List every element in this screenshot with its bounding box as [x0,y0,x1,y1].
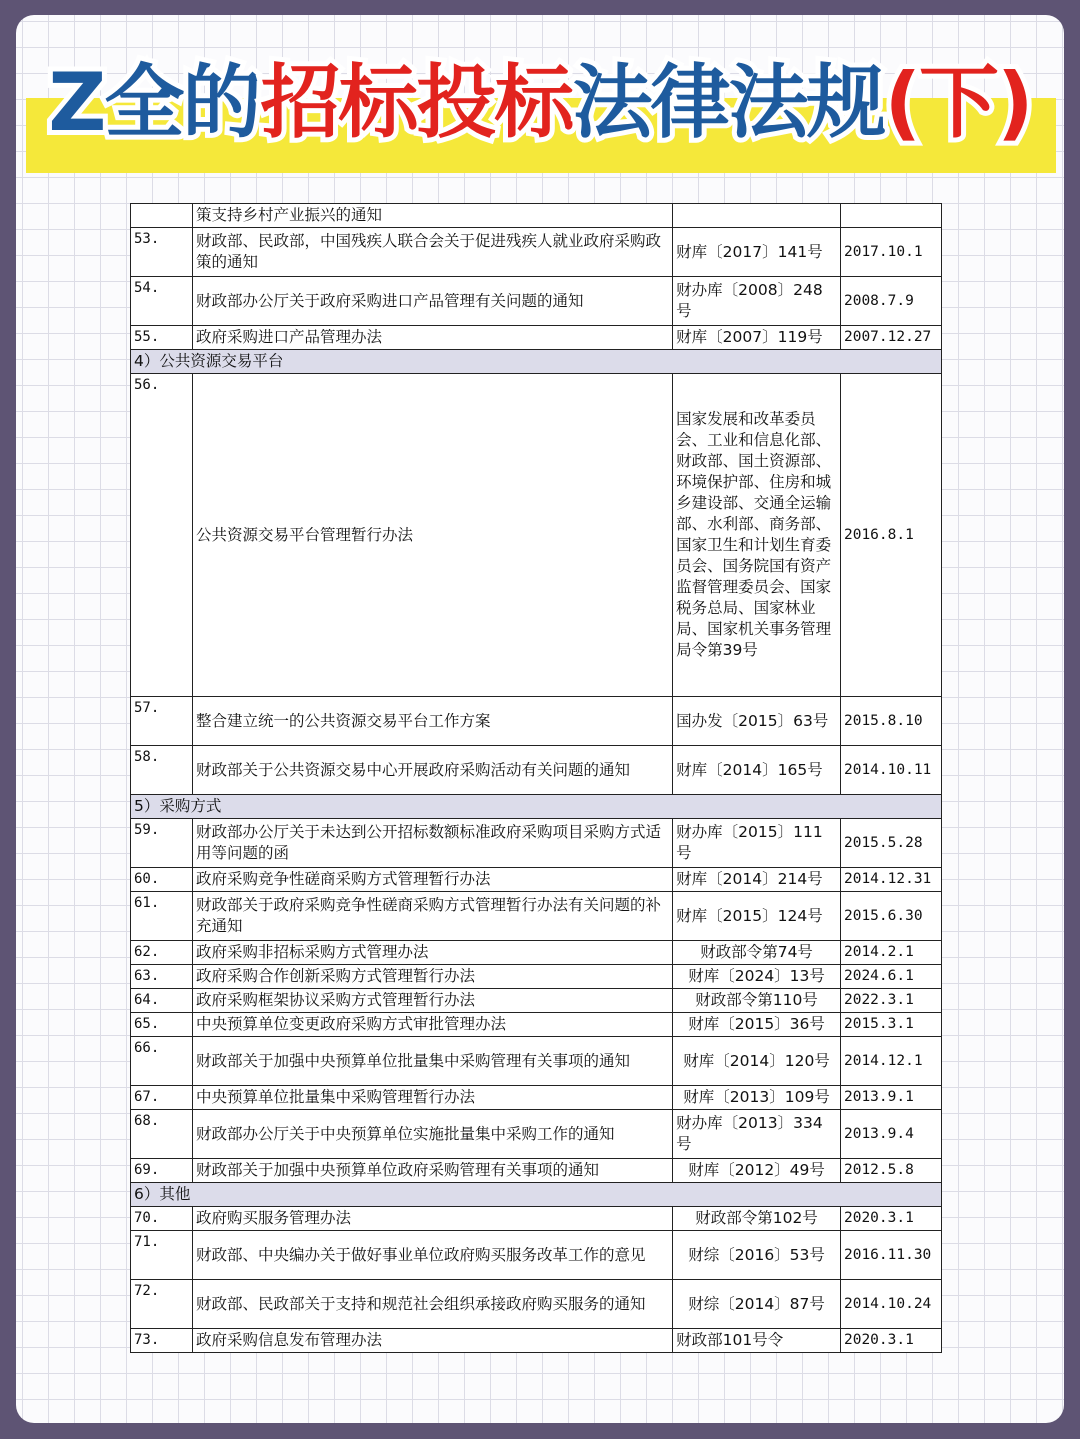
cell-doc: 财库〔2014〕165号 [673,746,841,795]
cell-doc: 财库〔2017〕141号 [673,228,841,277]
table-row [131,326,942,350]
cell-doc: 财库〔2012〕49号 [673,1159,841,1183]
cell-date: 2014.12.1 [840,1037,941,1086]
cell-name: 中央预算单位批量集中采购管理暂行办法 [192,1086,672,1110]
cell-name: 财政部办公厅关于政府采购进口产品管理有关问题的通知 [192,277,672,326]
cell-num: 61. [131,892,193,941]
table-row [131,1086,942,1110]
page-title [16,53,1064,153]
cell-name: 政府采购非招标采购方式管理办法 [192,941,672,965]
table-row [131,277,942,326]
cell-name: 政府采购框架协议采购方式管理暂行办法 [192,989,672,1013]
law-table [130,203,942,1353]
title-part-1: Z全的 [48,56,261,149]
cell-doc: 财政部令第74号 [673,941,841,965]
cell-date: 2015.5.28 [840,819,941,868]
cell-num: 55. [131,326,193,350]
cell-name: 政府采购竞争性磋商采购方式管理暂行办法 [192,868,672,892]
cell-date: 2016.11.30 [840,1231,941,1280]
cell-doc: 财政部令第110号 [673,989,841,1013]
table-row [131,941,942,965]
cell-date [840,204,941,228]
cell-num: 66. [131,1037,193,1086]
cell-doc: 财库〔2024〕13号 [673,965,841,989]
cell-doc: 财办库〔2015〕111号 [673,819,841,868]
cell-date: 2013.9.1 [840,1086,941,1110]
cell-doc: 财库〔2007〕119号 [673,326,841,350]
cell-date: 2015.3.1 [840,1013,941,1037]
table-row [131,965,942,989]
title-part-4: (下) [884,56,1032,149]
table-row [131,1207,942,1231]
cell-num: 58. [131,746,193,795]
section-title: 4）公共资源交易平台 [131,350,942,374]
cell-num: 62. [131,941,193,965]
table-row [131,746,942,795]
cell-doc: 财办库〔2008〕248号 [673,277,841,326]
cell-doc: 财政部101号令 [673,1329,841,1353]
cell-num: 72. [131,1280,193,1329]
table-row [131,374,942,697]
table-row-continuation [131,204,942,228]
cell-num [131,204,193,228]
cell-num: 67. [131,1086,193,1110]
cell-name: 财政部、中央编办关于做好事业单位政府购买服务改革工作的意见 [192,1231,672,1280]
section-header-row [131,795,942,819]
cell-name: 政府采购合作创新采购方式管理暂行办法 [192,965,672,989]
cell-date: 2017.10.1 [840,228,941,277]
cell-doc: 财库〔2015〕124号 [673,892,841,941]
cell-num: 70. [131,1207,193,1231]
cell-doc: 国家发展和改革委员会、工业和信息化部、财政部、国土资源部、环境保护部、住房和城乡建设部、交通全运输部、水利部、商务部、国家卫生和计划生育委员会、国务院国有资产监督管理委员会、国家税务总局、国家林业局、国家机关事务管理局令第39号 [673,374,841,697]
cell-date: 2013.9.4 [840,1110,941,1159]
cell-name: 整合建立统一的公共资源交易平台工作方案 [192,697,672,746]
cell-num: 54. [131,277,193,326]
cell-doc: 财办库〔2013〕334号 [673,1110,841,1159]
cell-name: 财政部办公厅关于未达到公开招标数额标准政府采购项目采购方式适用等问题的函 [192,819,672,868]
cell-doc: 财库〔2015〕36号 [673,1013,841,1037]
cell-name: 财政部办公厅关于中央预算单位实施批量集中采购工作的通知 [192,1110,672,1159]
page-card [16,15,1064,1423]
cell-date: 2015.6.30 [840,892,941,941]
cell-num: 63. [131,965,193,989]
cell-doc: 国办发〔2015〕63号 [673,697,841,746]
cell-name: 公共资源交易平台管理暂行办法 [192,374,672,697]
title-part-2: 招标投标 [260,56,573,149]
section-header-row [131,350,942,374]
cell-name: 财政部关于政府采购竞争性磋商采购方式管理暂行办法有关问题的补充通知 [192,892,672,941]
cell-name: 财政部关于加强中央预算单位批量集中采购管理有关事项的通知 [192,1037,672,1086]
cell-doc: 财库〔2014〕214号 [673,868,841,892]
cell-name: 策支持乡村产业振兴的通知 [192,204,672,228]
cell-doc [673,204,841,228]
cell-num: 69. [131,1159,193,1183]
cell-num: 53. [131,228,193,277]
cell-num: 68. [131,1110,193,1159]
cell-doc: 财政部令第102号 [673,1207,841,1231]
table-row [131,1110,942,1159]
table-row [131,819,942,868]
table-row [131,1037,942,1086]
table-row [131,868,942,892]
cell-date: 2014.10.11 [840,746,941,795]
section-title: 6）其他 [131,1183,942,1207]
table-row [131,1159,942,1183]
section-header-row [131,1183,942,1207]
table-row [131,1280,942,1329]
cell-doc: 财综〔2014〕87号 [673,1280,841,1329]
table-row [131,989,942,1013]
table-row [131,1013,942,1037]
cell-date: 2020.3.1 [840,1329,941,1353]
section-title: 5）采购方式 [131,795,942,819]
cell-name: 中央预算单位变更政府采购方式审批管理办法 [192,1013,672,1037]
cell-doc: 财库〔2014〕120号 [673,1037,841,1086]
table-row [131,228,942,277]
cell-date: 2014.12.31 [840,868,941,892]
table-row [131,1231,942,1280]
cell-num: 56. [131,374,193,697]
cell-name: 财政部、民政部关于支持和规范社会组织承接政府购买服务的通知 [192,1280,672,1329]
law-table-body [131,204,942,1353]
cell-num: 59. [131,819,193,868]
title-part-3: 法律法规 [572,56,885,149]
cell-date: 2022.3.1 [840,989,941,1013]
cell-num: 64. [131,989,193,1013]
cell-doc: 财库〔2013〕109号 [673,1086,841,1110]
cell-num: 65. [131,1013,193,1037]
cell-name: 财政部关于公共资源交易中心开展政府采购活动有关问题的通知 [192,746,672,795]
cell-name: 政府购买服务管理办法 [192,1207,672,1231]
cell-num: 57. [131,697,193,746]
table-row [131,1329,942,1353]
cell-name: 财政部、民政部，中国残疾人联合会关于促进残疾人就业政府采购政策的通知 [192,228,672,277]
cell-name: 财政部关于加强中央预算单位政府采购管理有关事项的通知 [192,1159,672,1183]
table-row [131,697,942,746]
cell-date: 2012.5.8 [840,1159,941,1183]
cell-num: 71. [131,1231,193,1280]
cell-date: 2016.8.1 [840,374,941,697]
cell-date: 2020.3.1 [840,1207,941,1231]
cell-date: 2014.10.24 [840,1280,941,1329]
cell-name: 政府采购信息发布管理办法 [192,1329,672,1353]
cell-date: 2024.6.1 [840,965,941,989]
cell-date: 2014.2.1 [840,941,941,965]
cell-name: 政府采购进口产品管理办法 [192,326,672,350]
table-row [131,892,942,941]
cell-date: 2007.12.27 [840,326,941,350]
cell-num: 73. [131,1329,193,1353]
cell-date: 2008.7.9 [840,277,941,326]
cell-num: 60. [131,868,193,892]
cell-doc: 财综〔2016〕53号 [673,1231,841,1280]
cell-date: 2015.8.10 [840,697,941,746]
